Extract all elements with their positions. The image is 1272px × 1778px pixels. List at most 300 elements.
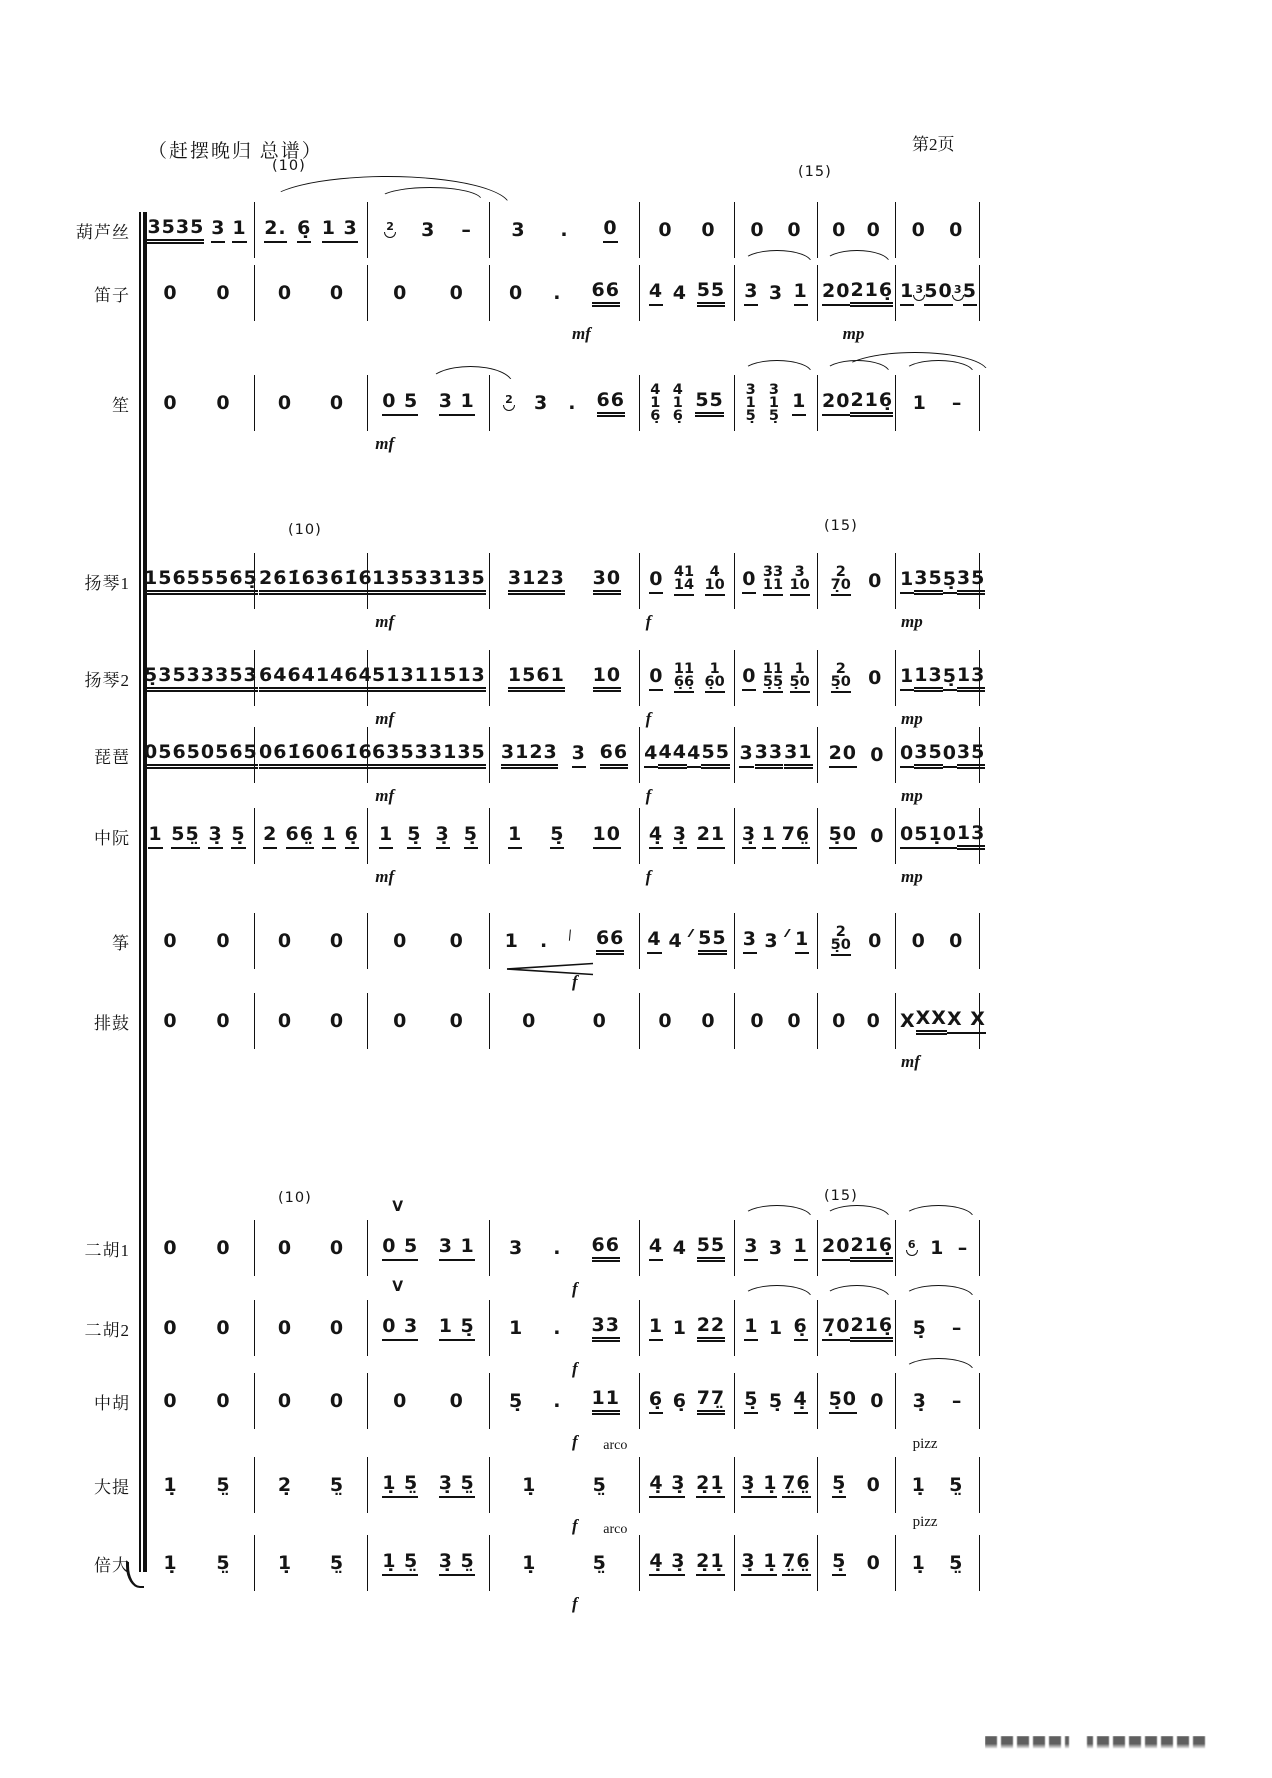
note-group: 0 xyxy=(750,1010,765,1032)
measure xyxy=(255,265,368,321)
note-group: 0 xyxy=(163,392,178,414)
note-group: 0 xyxy=(277,1317,293,1339)
note-group: 3̣ 5̤ xyxy=(439,1550,475,1576)
note-group: 3 1 xyxy=(439,390,475,416)
note-group: 4 xyxy=(672,282,687,304)
measure xyxy=(255,727,373,783)
measure xyxy=(640,375,735,431)
note-group: . xyxy=(539,930,549,952)
dynamic-marking: f xyxy=(645,612,652,631)
note-group: 0 xyxy=(949,930,964,952)
note-group: 0 xyxy=(742,665,756,691)
note-group: 0 xyxy=(277,930,293,952)
note-group: 51̣ xyxy=(914,823,942,849)
note-group: 2 7̣0 xyxy=(831,566,851,596)
measure xyxy=(896,808,986,886)
note-group: 0 5 xyxy=(382,390,418,416)
note-group: 6353 xyxy=(372,741,429,769)
note-group: 3 xyxy=(764,930,779,952)
note-group: 3 1 5̣ xyxy=(768,381,779,424)
note-group: 0 xyxy=(870,744,885,766)
note-group: 3 xyxy=(768,282,784,304)
measure xyxy=(735,1220,818,1276)
note-group: 6̣ xyxy=(345,823,359,849)
measure xyxy=(140,265,255,321)
measure xyxy=(896,1220,980,1276)
note-group: 216̣ xyxy=(850,389,893,417)
note-group: 55 xyxy=(695,389,723,417)
measure xyxy=(368,1535,490,1591)
note-group: 3̣ 1̣ xyxy=(741,1472,777,1498)
measure xyxy=(640,553,735,631)
instrument-label: 葫芦丝 xyxy=(76,222,130,242)
measure-marker-10: (10) xyxy=(272,158,306,174)
note-group: 0 xyxy=(329,1237,345,1259)
note-group: 0 xyxy=(216,1317,231,1339)
note-group: 2 5̣0 xyxy=(831,663,851,693)
measure xyxy=(368,650,490,728)
dynamic-marking: f xyxy=(571,1279,578,1298)
note-group: 4 xyxy=(649,1235,663,1261)
note-group: 5̣ xyxy=(832,1472,846,1498)
note-group: 1353 xyxy=(372,567,429,595)
note-group: 1 xyxy=(930,1237,945,1259)
measure xyxy=(255,1457,368,1513)
note-group: 1 xyxy=(232,217,246,243)
instrument-label: 中阮 xyxy=(94,828,130,848)
note-group: 6 xyxy=(906,1240,918,1256)
note-group: 216̣ xyxy=(850,279,893,307)
note-group: 0 xyxy=(329,1317,345,1339)
note-group: 1561 xyxy=(508,664,565,692)
note-group: 0 xyxy=(163,1237,178,1259)
slur-arc xyxy=(824,1285,890,1298)
measure xyxy=(735,265,818,321)
measure xyxy=(896,993,986,1071)
note-group: 35 xyxy=(957,741,985,769)
note-group: 0 xyxy=(658,1010,673,1032)
note-group: 0 xyxy=(277,392,293,414)
bow-mark: V xyxy=(392,1199,404,1215)
measure xyxy=(140,650,258,706)
measure xyxy=(490,913,640,991)
note-group: 0 xyxy=(393,1390,408,1412)
note-group: 7̤6̤ xyxy=(782,1550,810,1576)
note-group: ⁄⁄ xyxy=(785,927,788,940)
slur-arc xyxy=(742,360,813,373)
measure xyxy=(490,202,640,258)
note-group: 361̇6 xyxy=(316,567,373,595)
note-group: 3̣ xyxy=(208,823,222,849)
watermark-cropped-text xyxy=(985,1736,1209,1749)
note-group: 0 3 xyxy=(382,1315,418,1341)
note-group: 0 xyxy=(163,930,178,952)
note-group: 1 xyxy=(672,1317,687,1339)
note-group: 0 xyxy=(449,930,464,952)
note-group: 1 xyxy=(504,930,519,952)
measure xyxy=(640,650,735,728)
staff-row-hulusi xyxy=(10,202,980,258)
dynamic-marking: mp xyxy=(900,612,923,631)
measure xyxy=(255,1373,368,1429)
note-group: 5̤ xyxy=(949,1552,964,1574)
note-group: 1 6̣0 xyxy=(705,663,725,693)
note-group: 3 xyxy=(768,1237,784,1259)
note-group: 2 xyxy=(503,395,515,411)
note-group: 66 xyxy=(592,1234,620,1262)
dynamic-marking: f xyxy=(645,786,652,805)
note-group: 0 xyxy=(943,823,957,849)
note-group: 55 xyxy=(701,741,729,769)
dynamic-marking: f xyxy=(571,1516,578,1535)
dynamic-marking: mp xyxy=(900,786,923,805)
note-group: 0 xyxy=(911,219,926,241)
note-group: . xyxy=(568,392,577,414)
note-group: 3 xyxy=(509,1237,524,1259)
note-group: 4 xyxy=(649,280,663,306)
note-group: 1 5̣ xyxy=(439,1315,475,1341)
measure xyxy=(490,650,640,706)
note-group: 3 xyxy=(913,285,925,301)
measure xyxy=(896,1436,980,1513)
note-group: 7̣0 xyxy=(822,1315,850,1341)
note-group: 3123 xyxy=(508,567,565,595)
note-group: 5̣353 xyxy=(144,664,201,692)
measure xyxy=(735,913,818,969)
note-group: 0 xyxy=(216,1010,231,1032)
measures-line xyxy=(140,553,986,631)
note-group: 13 xyxy=(957,822,985,850)
technique-marking: arco xyxy=(603,1522,628,1537)
note-group: 1 xyxy=(912,392,927,414)
staff-row-dati xyxy=(10,1436,980,1537)
note-group: 5̤ xyxy=(592,1552,607,1574)
measure xyxy=(140,1457,255,1513)
note-group: 2. xyxy=(264,217,286,243)
dynamic-marking: mf xyxy=(375,786,395,805)
staff-row-zheng xyxy=(10,913,980,991)
measure xyxy=(896,913,980,969)
measure xyxy=(818,1220,896,1276)
note-group: 35 xyxy=(957,567,985,595)
technique-marking: pizz xyxy=(912,1436,938,1452)
instrument-label: 大提 xyxy=(94,1477,130,1497)
note-group: 66̤ xyxy=(286,823,314,849)
note-group: 0 xyxy=(277,1010,293,1032)
note-group: 1 xyxy=(649,1315,663,1341)
note-group: 5̣ xyxy=(768,1390,784,1412)
measure xyxy=(368,727,490,805)
dynamic-marking: mp xyxy=(842,324,865,343)
measure xyxy=(490,1535,640,1613)
instrument-label: 排鼓 xyxy=(94,1013,130,1033)
measure xyxy=(490,1300,640,1378)
note-group: 3 1 5̣ xyxy=(745,381,756,424)
note-group: X xyxy=(900,1010,916,1032)
note-group: 5̣ xyxy=(744,1388,758,1414)
note-group: 0 xyxy=(943,742,957,768)
note-group: 1 xyxy=(900,665,914,691)
note-group: 55̤ xyxy=(171,823,199,849)
measure xyxy=(735,1535,818,1591)
note-group: 0 xyxy=(216,930,231,952)
measure xyxy=(640,1373,735,1429)
measure xyxy=(368,1457,490,1513)
note-group: 0 xyxy=(900,823,914,849)
note-group: 1 xyxy=(792,390,806,416)
staff-row-yangqin1 xyxy=(10,553,986,631)
note-group: 41 14 xyxy=(674,566,694,596)
note-group: 5̤ xyxy=(216,1552,231,1574)
note-group: 3135 xyxy=(429,567,486,595)
measure xyxy=(140,1300,255,1356)
note-group: 3 xyxy=(511,219,526,241)
measure xyxy=(640,1457,735,1513)
note-group: 1565 xyxy=(144,567,201,595)
dynamic-marking: f xyxy=(571,972,578,991)
measure-marker-15: (15) xyxy=(798,164,832,180)
note-group: 0 xyxy=(449,1010,464,1032)
measure xyxy=(818,1373,896,1429)
note-group: 3135 xyxy=(429,741,486,769)
note-group: 5̤ xyxy=(329,1474,345,1496)
note-group: – xyxy=(461,219,472,241)
note-group: 0 xyxy=(449,1390,464,1412)
note-group: 4̣ 3̣ xyxy=(649,1550,685,1576)
note-group: 6̣ xyxy=(297,217,311,243)
note-group: 4 xyxy=(668,930,683,952)
note-group: 55 xyxy=(698,927,726,955)
measure xyxy=(140,1373,255,1429)
note-group: 0 xyxy=(870,825,885,847)
note-group: 1 xyxy=(379,823,393,849)
measure xyxy=(368,993,490,1049)
note-group: 0 xyxy=(787,219,802,241)
note-group: 1̣ 5̤ xyxy=(382,1550,418,1576)
note-group: 1 xyxy=(148,823,162,849)
measure xyxy=(818,913,896,969)
staff-row-erhu2 xyxy=(10,1279,980,1378)
note-group: 66 xyxy=(596,927,624,955)
note-group: 0 xyxy=(658,219,673,241)
dynamic-marking: f xyxy=(571,1432,578,1451)
measure xyxy=(255,993,368,1049)
note-group: 3̣ xyxy=(912,1390,927,1412)
instrument-label: 笙 xyxy=(112,395,130,415)
note-group: 30 xyxy=(593,567,621,595)
measure xyxy=(255,375,368,431)
measure xyxy=(896,1514,980,1591)
measures-line xyxy=(140,265,980,343)
note-group: 0 xyxy=(592,1010,607,1032)
measure xyxy=(140,1535,255,1591)
note-group: 4 xyxy=(644,742,658,768)
measure xyxy=(896,375,980,431)
note-group: 4̣ 3̣ xyxy=(649,1472,685,1498)
instrument-label: 扬琴1 xyxy=(84,573,130,593)
note-group: 0 xyxy=(163,1010,178,1032)
measure xyxy=(368,265,490,321)
measure xyxy=(368,913,490,969)
instrument-label: 扬琴2 xyxy=(84,670,130,690)
instrument-label: 二胡2 xyxy=(84,1320,130,1340)
note-group: 216̣ xyxy=(850,1314,893,1342)
note-group: 1̣ xyxy=(277,1552,293,1574)
note-group: ⁄⁄ xyxy=(689,927,692,940)
note-group: 11 xyxy=(592,1387,620,1415)
measure-marker-15: (15) xyxy=(824,518,858,534)
note-group: 1̣ xyxy=(911,1552,926,1574)
slur-arc xyxy=(903,1285,974,1298)
note-group: 0 xyxy=(393,930,408,952)
note-group: 1 xyxy=(795,928,809,954)
measure xyxy=(896,1373,980,1429)
measure xyxy=(818,1300,896,1356)
measure xyxy=(490,993,640,1049)
note-group: – xyxy=(951,392,963,414)
slur-arc xyxy=(742,1285,813,1298)
note-group: 3̣ xyxy=(436,823,450,849)
note-group: 13 xyxy=(957,664,985,692)
measure xyxy=(368,375,490,453)
measure xyxy=(735,1373,818,1429)
note-group: 0 xyxy=(949,219,964,241)
note-group: 5̤ xyxy=(329,1552,345,1574)
measure-marker-15: (15) xyxy=(824,1188,858,1204)
note-group: 1 xyxy=(900,568,914,594)
measure xyxy=(490,808,640,864)
note-group: 22 xyxy=(697,1314,725,1342)
note-group: – xyxy=(951,1317,963,1339)
note-group: 4 10 xyxy=(705,566,725,596)
note-group: 0 xyxy=(216,1390,231,1412)
note-group: 3 xyxy=(572,742,586,768)
staff-row-yangqin2 xyxy=(10,650,986,728)
note-group: 0 xyxy=(216,392,231,414)
note-group: 0565 xyxy=(201,741,258,769)
measure xyxy=(818,808,896,864)
note-group: 7̤6̤ xyxy=(782,1472,810,1498)
measure xyxy=(640,202,735,258)
note-group: 1 xyxy=(762,823,776,849)
measure xyxy=(255,650,373,706)
note-group: 0 xyxy=(868,570,883,592)
note-group: 5̣ xyxy=(832,1550,846,1576)
note-group: 0 xyxy=(832,219,847,241)
note-group: 5565̣ xyxy=(201,567,258,595)
note-group: . xyxy=(560,219,569,241)
note-group: 55 xyxy=(697,279,725,307)
note-group: 1 xyxy=(794,280,808,306)
note-group: 20 xyxy=(822,390,850,416)
measure xyxy=(368,202,490,258)
note-group: 0 xyxy=(393,282,408,304)
score-title: （赶摆晚归 总谱） xyxy=(148,141,323,162)
note-group: 1̣ xyxy=(163,1552,178,1574)
measure xyxy=(368,553,490,631)
dynamic-marking: f xyxy=(571,1359,578,1378)
note-group: . xyxy=(553,1317,562,1339)
note-group: 1513 xyxy=(429,664,486,692)
measure xyxy=(735,553,818,609)
note-group: 13 xyxy=(914,664,942,692)
note-group: 1̣ 5̤ xyxy=(382,1472,418,1498)
note-group: 5̣ xyxy=(464,823,478,849)
note-group: 1 xyxy=(794,1235,808,1261)
note-group: 3 xyxy=(739,742,753,768)
note-group: 061̇6 xyxy=(259,741,316,769)
note-group: 3 xyxy=(743,928,757,954)
note-group: 216̣ xyxy=(850,1234,893,1262)
note-group: 0 xyxy=(277,1237,293,1259)
note-group: 0 xyxy=(509,282,524,304)
note-group: 6̣ xyxy=(794,1315,808,1341)
note-group: 2̣ xyxy=(277,1474,293,1496)
note-group: 5̣ xyxy=(407,823,421,849)
note-group: 1̣ xyxy=(522,1474,537,1496)
note-group: 0 xyxy=(163,1390,178,1412)
note-group: 4 xyxy=(687,742,701,768)
note-group: 6̣ xyxy=(672,1390,687,1412)
note-group: 66 xyxy=(597,389,625,417)
measure xyxy=(640,1535,735,1591)
staff-row-erhu1 xyxy=(10,1199,980,1298)
measure xyxy=(735,727,818,783)
staff-row-pipa xyxy=(10,727,986,805)
measure xyxy=(255,1300,368,1356)
note-group: 0 xyxy=(449,282,464,304)
measure xyxy=(640,1220,735,1276)
note-group: 6464 xyxy=(259,664,316,692)
note-group: 4 xyxy=(647,928,661,954)
note-group: 66 xyxy=(592,279,620,307)
measure xyxy=(896,553,986,631)
measures-line xyxy=(140,993,986,1071)
note-group: X X xyxy=(947,1008,986,1034)
measures-line xyxy=(140,913,980,991)
dynamic-marking: mp xyxy=(900,867,923,886)
note-group: 5̤ xyxy=(216,1474,231,1496)
measure xyxy=(735,650,818,706)
measure xyxy=(640,913,735,969)
note-group: 0 xyxy=(787,1010,802,1032)
measures-line xyxy=(140,1279,980,1378)
note-group: 20 xyxy=(829,742,857,768)
note-group: 0 xyxy=(870,1390,885,1412)
note-group: 2 5̣0 xyxy=(831,926,851,956)
note-group: 0 xyxy=(900,742,914,768)
measure xyxy=(140,1220,255,1276)
note-group: 3̣ 5̤ xyxy=(439,1472,475,1498)
dynamic-marking: mf xyxy=(375,867,395,886)
instrument-label: 琵琶 xyxy=(94,747,130,767)
note-group: 0 xyxy=(329,282,345,304)
note-group: 0565 xyxy=(144,741,201,769)
note-group: 21 xyxy=(697,823,725,849)
dynamic-marking: f xyxy=(571,1594,578,1613)
note-group: 2 xyxy=(263,823,277,849)
instrument-label: 中胡 xyxy=(94,1393,130,1413)
note-group: 1̣ xyxy=(163,1474,178,1496)
dynamic-marking: f xyxy=(645,867,652,886)
measure xyxy=(818,1535,896,1591)
note-group: 4̣ xyxy=(794,1388,808,1414)
dynamic-marking: mf xyxy=(375,709,395,728)
measure xyxy=(640,993,735,1049)
note-group: 3 xyxy=(211,217,225,243)
note-group: XX xyxy=(916,1007,947,1035)
note-group: 0 xyxy=(866,1010,881,1032)
